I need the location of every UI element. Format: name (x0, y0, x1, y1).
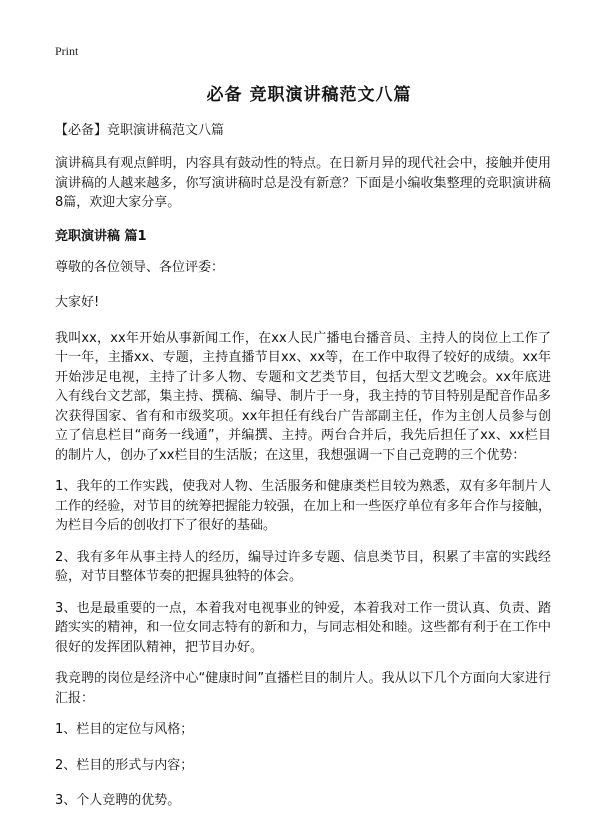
print-label: Print (55, 44, 79, 58)
list-item-1: 1、栏目的定位与风格； (55, 722, 194, 737)
intro-paragraph: 演讲稿具有观点鲜明，内容具有鼓动性的特点。在日新月异的现代社会中，接触并使用演讲稿的人越来越多，你写演讲稿时总是没有新意？下面是小编收集整理的竞职演讲稿8篇，欢迎大家分享。 (55, 156, 551, 210)
document-page (55, 80, 551, 823)
greeting-paragraph: 尊敬的各位领导、各位评委： (55, 259, 225, 275)
advantage-paragraph-2: 2、我有多年从事主持人的经历，编导过许多专题、信息类节目，积累了丰富的实践经验，对节目整体节奏的把握具独特的体会。 (55, 549, 551, 584)
section-heading: 竞职演讲稿 篇1 (55, 228, 147, 244)
self-intro-paragraph: 我叫xx，xx年开始从事新闻工作，在xx人民广播电台播音员、主持人的岗位上工作了十一年，主播xx、专题，主持直播节目xx、xx等，在工作中取得了较好的成绩。xx年开始涉足电视，主持了计多人物、专题和文艺类节目，包括大型文艺晚会。xx年底进入有线台文艺部，集主持、撰稿、编导、制片于一身，我主持的节目特别是配音作品多次获得国家、省有和市级奖项。xx年担任有线台广告部副主任，作为主创人员参与创立了信息栏目“商务一线通”，并编撰、主持。两台合并后，我先后担任了xx、xx栏目的制片人，创办了xx栏目的生活版；在这里，我想强调一下自己竞聘的三个优势： (55, 330, 551, 463)
position-paragraph: 我竞聘的岗位是经济中心“健康时间”直播栏目的制片人。我从以下几个方面向大家进行汇报： (55, 671, 551, 706)
advantage-paragraph-3: 3、也是最重要的一点，本着我对电视事业的钟爱，本着我对工作一贯认真、负责、踏踏实实的精神，和一位女同志特有的新和力，与同志相处和睦。这些都有利于在工作中很好的发挥团队精神，把节目办好。 (55, 600, 551, 655)
document-title: 必备 竞职演讲稿范文八篇 (206, 85, 412, 105)
list-item-3: 3、个人竞聘的优势。 (55, 793, 181, 808)
document-subtitle: 【必备】竞职演讲稿范文八篇 (55, 123, 225, 138)
advantage-paragraph-1: 1、我年的工作实践，使我对人物、生活服务和健康类栏目较为熟悉，双有多年制片人工作的经验，对节目的统筹把握能力较强，在加上和一些医疗单位有多年合作与接触，为栏目今后的创收打下了很好的基础。 (55, 479, 551, 533)
list-item-2: 2、栏目的形式与内容； (55, 757, 194, 773)
hello-paragraph: 大家好! (55, 295, 100, 310)
